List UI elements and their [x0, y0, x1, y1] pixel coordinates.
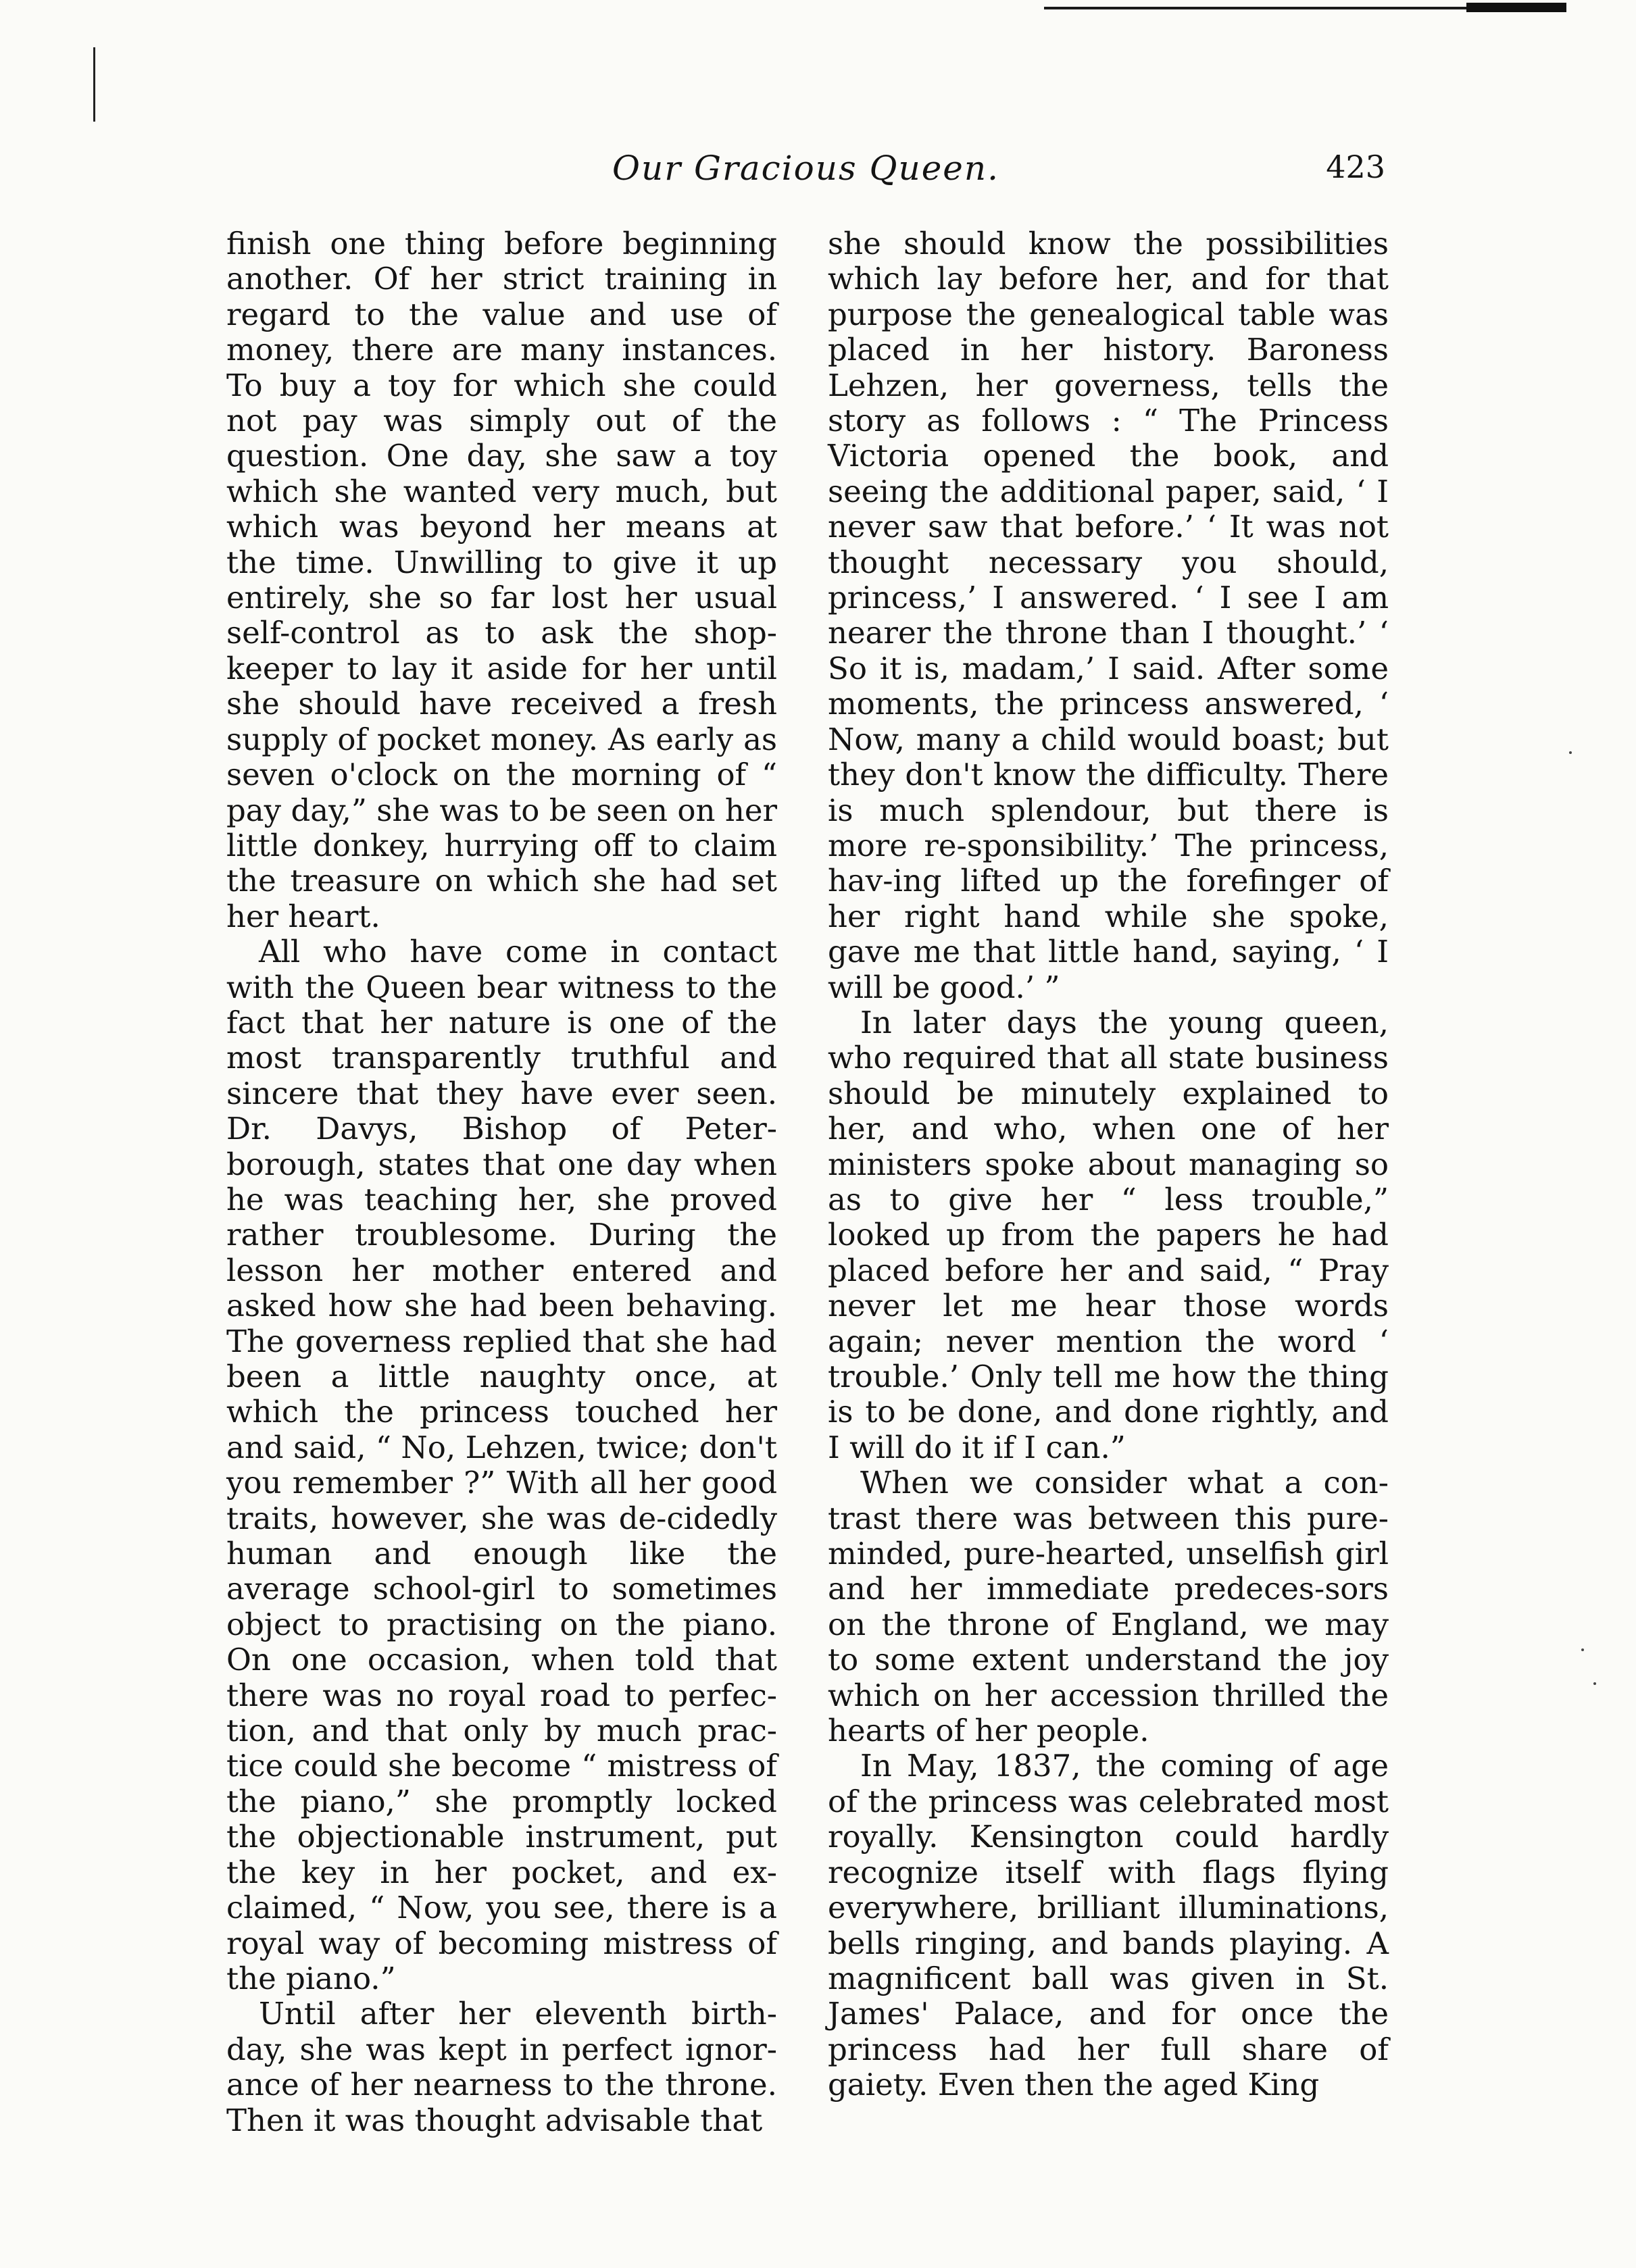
paragraph: All who have come in contact with the Queen bear witness to the fact that her nature is one of the most transparently truthful and sincere that they have ever seen. Dr. Davys, Bishop of Peter-borough, states that one day when he was teaching her, she proved rather troublesome. During the lesson her mother entered and asked how she had been behaving. The governess replied that she had been a little naughty once, at which the princess touched her and said, “ No, Lehzen, twice; don't you remember ?” With all her good traits, however, she was de-cidedly human and enough like the average school-girl to sometimes object to practising on the piano. On one occasion, when told that there was no royal road to perfec-tion, and that only by much prac-tice could she become “ mistress of the piano,” she promptly locked the objectionable instrument, put the key in her pocket, and ex-claimed, “ Now, you see, there is a royal way of becoming mistress of the piano.” — [226, 934, 777, 1996]
page-number: 423 — [1326, 149, 1385, 185]
paragraph: When we consider what a con-trast there was between this pure-minded, pure-hearted, unselfish girl and her immediate predeces-sors on the throne of England, we may to some extent understand the joy which on her accession thrilled the hearts of her people. — [828, 1465, 1389, 1749]
paragraph: In later days the young queen, who required that all state business should be minutely explained to her, and who, when one of her ministers spoke about managing so as to give her “ less trouble,” looked up from the papers he had placed before her and said, “ Pray never let me hear those words again; never mention the word ‘ trouble.’ Only tell me how the thing is to be done, and done rightly, and I will do it if I can.” — [828, 1004, 1389, 1465]
page-edge-mark — [93, 47, 95, 122]
paragraph: Until after her eleventh birth-day, she was kept in perfect ignor-ance of her nearness to the throne. Then it was thought advisable that — [226, 1996, 777, 2138]
scan-speck — [1593, 1682, 1596, 1685]
paragraph: finish one thing before beginning another. Of her strict training in regard to the value and use of money, there are many instances. To buy a toy for which she could not pay was simply out of the question. One day, she saw a toy which she wanted very much, but which was beyond her means at the time. Unwilling to give it up entirely, she so far lost her usual self-control as to ask the shop-keeper to lay it aside for her until she should have received a fresh supply of pocket money. As early as seven o'clock on the morning of “ pay day,” she was to be seen on her little donkey, hurrying off to claim the treasure on which she had set her heart. — [226, 226, 777, 934]
paragraph: she should know the possibilities which lay before her, and for that purpose the genealogical table was placed in her history. Baroness Lehzen, her governess, tells the story as follows : “ The Princess Victoria opened the book, and seeing the additional paper, said, ‘ I never saw that before.’ ‘ It was not thought necessary you should, princess,’ I answered. ‘ I see I am nearer the throne than I thought.’ ‘ So it is, madam,’ I said. After some moments, the princess answered, ‘ Now, many a child would boast; but they don't know the difficulty. There is much splendour, but there is more re-sponsibility.’ The princess, hav-ing lifted up the forefinger of her right hand while she spoke, gave me that little hand, saying, ‘ I will be good.’ ” — [828, 226, 1389, 1005]
top-rule-thick — [1466, 3, 1566, 12]
right-column — [828, 226, 1389, 2103]
scan-speck — [1569, 751, 1572, 754]
left-column — [226, 226, 777, 2138]
page-header — [226, 149, 1385, 196]
running-title: Our Gracious Queen. — [612, 149, 999, 188]
scan-speck — [1581, 1648, 1584, 1651]
paragraph: In May, 1837, the coming of age of the princess was celebrated most royally. Kensington could hardly recognize itself with flags flying everywhere, brilliant illuminations, bells ringing, and bands playing. A magnificent ball was given in St. James' Palace, and for once the princess had her full share of gaiety. Even then the aged King — [828, 1748, 1389, 2103]
